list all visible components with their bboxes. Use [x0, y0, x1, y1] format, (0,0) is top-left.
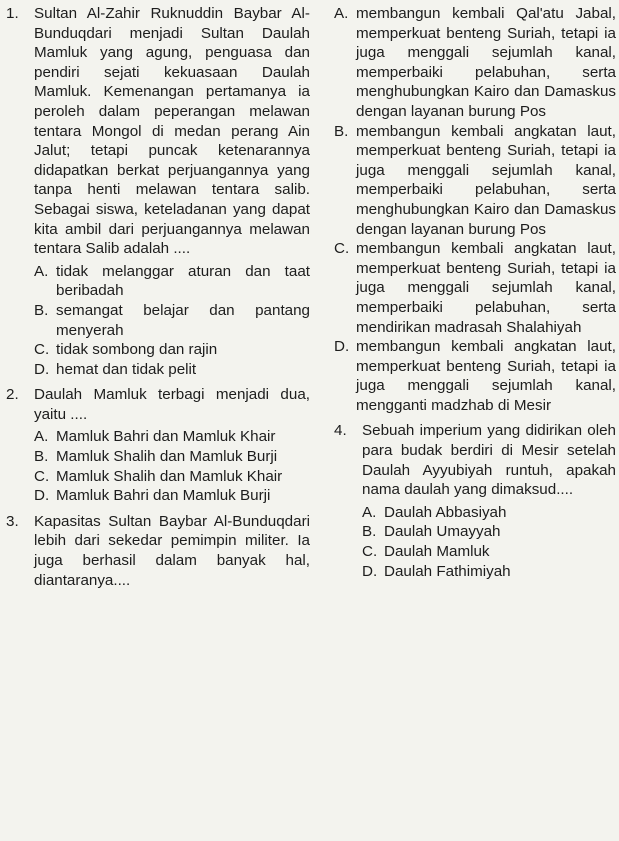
question-2 [6, 385, 310, 506]
option-letter: D. [34, 487, 50, 505]
option-text: Daulah Abbasiyah [384, 503, 507, 521]
option-letter: D. [362, 562, 378, 580]
question-number: 4. [334, 422, 347, 440]
option-letter: B. [34, 301, 49, 319]
option-d[interactable] [34, 360, 310, 380]
question-3 [6, 512, 310, 590]
question-number: 2. [6, 386, 19, 404]
option-text: Mamluk Bahri dan Mamluk Burji [56, 487, 271, 505]
option-b[interactable] [34, 301, 310, 340]
option-letter: D. [34, 360, 50, 378]
option-letter: B. [334, 122, 349, 140]
option-text: membangun kembali Qal'atu Jabal, memperkuat benteng Suriah, tetapi ia juga menggali sejumlah kanal, memperbaiki pelabuhan, serta menghubungkan Kairo dan Damaskus dengan layanan burung Pos [356, 5, 616, 120]
option-text: Mamluk Shalih dan Mamluk Khair [56, 467, 283, 485]
option-letter: A. [34, 262, 49, 280]
option-letter: A. [362, 503, 377, 521]
option-c[interactable] [334, 239, 616, 337]
option-text: Daulah Umayyah [384, 523, 501, 541]
left-column [6, 4, 310, 590]
question-3-option-list [334, 4, 616, 415]
option-c[interactable] [34, 467, 310, 487]
option-list [34, 427, 310, 505]
option-letter: C. [34, 467, 50, 485]
option-a[interactable] [334, 4, 616, 122]
option-letter: A. [34, 428, 49, 446]
option-list [362, 503, 616, 581]
option-d[interactable] [34, 486, 310, 506]
question-stem: Kapasitas Sultan Baybar Al-Bunduqdari lebih dari sekedar pemimpin militer. Ia juga berhasil dalam banyak hal, diantaranya.... [34, 512, 310, 589]
option-text: tidak sombong dan rajin [56, 341, 218, 359]
right-column [334, 4, 616, 581]
option-letter: B. [34, 448, 49, 466]
option-a[interactable] [34, 427, 310, 447]
option-list [34, 262, 310, 380]
option-b[interactable] [334, 122, 616, 240]
option-text: Daulah Mamluk [384, 543, 490, 561]
option-text: tidak melanggar aturan dan taat beribadah [56, 262, 310, 300]
question-number: 1. [6, 5, 19, 22]
option-text: Daulah Fathimiyah [384, 562, 511, 580]
option-text: Mamluk Shalih dan Mamluk Burji [56, 448, 278, 466]
option-d[interactable] [334, 337, 616, 415]
option-b[interactable] [362, 522, 616, 542]
option-c[interactable] [34, 340, 310, 360]
option-text: membangun kembali angkatan laut, memperkuat benteng Suriah, tetapi ia juga menggali sejumlah kanal, mengganti madzhab di Mesir [356, 338, 616, 414]
question-4 [334, 421, 616, 581]
question-1 [6, 4, 310, 379]
option-text: Mamluk Bahri dan Mamluk Khair [56, 428, 276, 446]
option-a[interactable] [362, 503, 616, 523]
option-c[interactable] [362, 542, 616, 562]
option-d[interactable] [362, 562, 616, 582]
option-text: membangun kembali angkatan laut, memperkuat benteng Suriah, tetapi ia juga menggali sejumlah kanal, memperbaiki pelabuhan, serta menghubungkan Kairo dan Damaskus dengan layanan burung Pos [356, 122, 616, 238]
question-stem: Sultan Al-Zahir Ruknuddin Baybar Al-Bunduqdari menjadi Sultan Daulah Mamluk yang agung, penguasa dan pendiri sejati kekuasaan Daulah Mamluk. Kemenangan pertamanya ia peroleh dalam peperangan melawan tentara Mongol di medan perang Ain Jalut; tetapi puncak ketenarannya didapatkan berkat perjuangannya yang tanpa henti melawan tentara salib. Sebagai siswa, keteladanan yang dapat kita ambil dari perjuangannya melawan tentara Salib adalah .... [34, 5, 310, 258]
option-letter: C. [334, 240, 350, 258]
option-text: membangun kembali angkatan laut, memperkuat benteng Suriah, tetapi ia juga menggali sejumlah kanal, memperbaiki pelabuhan, serta mendirikan madrasah Shalahiyah [356, 240, 616, 336]
option-a[interactable] [34, 262, 310, 301]
option-text: hemat dan tidak pelit [56, 360, 197, 378]
option-letter: B. [362, 523, 377, 541]
question-number: 3. [6, 512, 19, 530]
option-letter: C. [34, 341, 50, 359]
option-letter: A. [334, 5, 349, 22]
option-b[interactable] [34, 447, 310, 467]
question-stem: Sebuah imperium yang didirikan oleh para budak berdiri di Mesir setelah Daulah Ayyubiyah runtuh, apakah nama daulah yang dimaksud.... [362, 422, 616, 499]
option-letter: D. [334, 338, 350, 356]
question-stem: Daulah Mamluk terbagi menjadi dua, yaitu .... [34, 386, 310, 423]
option-letter: C. [362, 543, 378, 561]
option-text: semangat belajar dan pantang menyerah [56, 301, 310, 339]
